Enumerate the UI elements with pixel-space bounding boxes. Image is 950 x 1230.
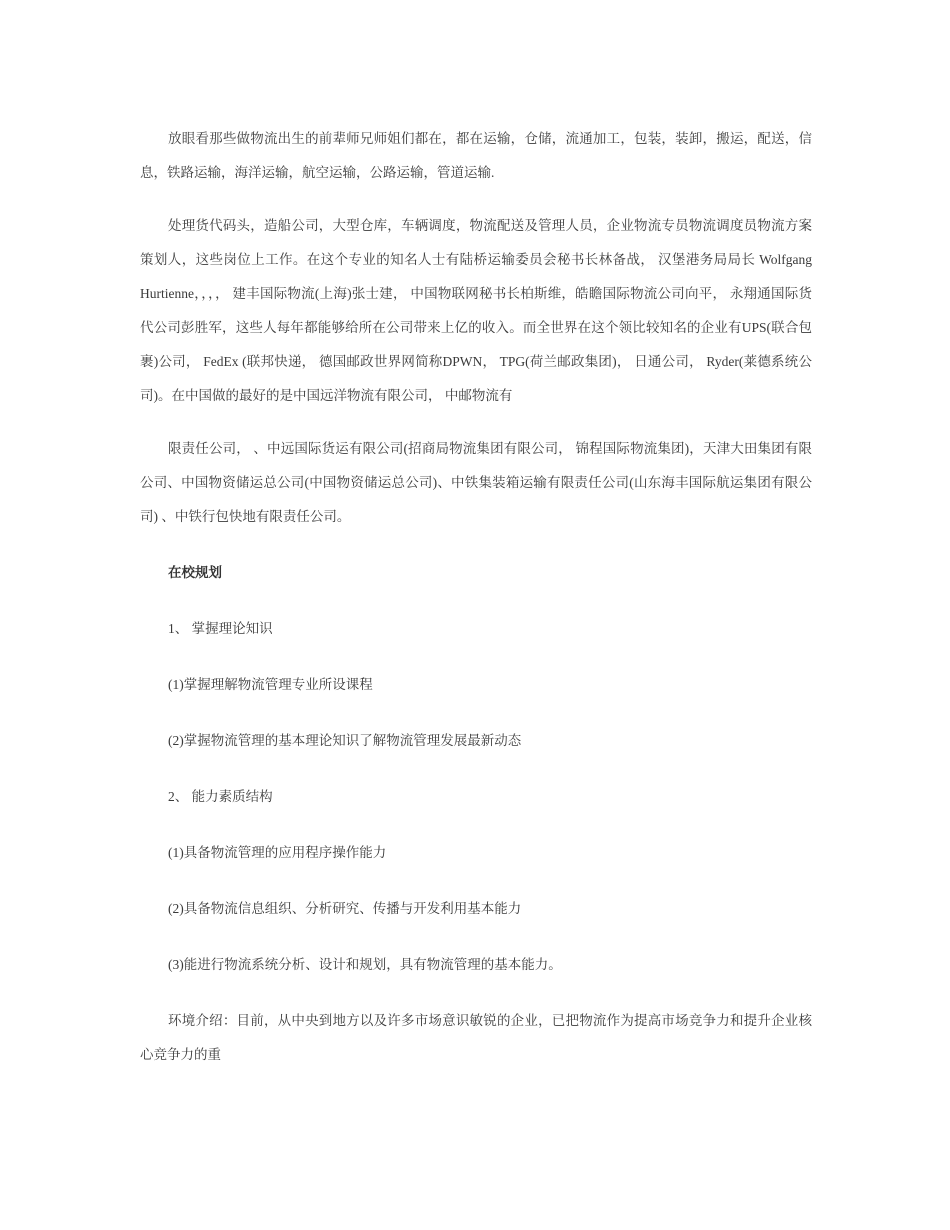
plan-item: (1)具备物流管理的应用程序操作能力 [168, 845, 387, 860]
plan-item: 1、 掌握理论知识 [168, 621, 273, 636]
paragraph-intro: 放眼看那些做物流出生的前辈师兄师姐们都在，都在运输，仓储，流通加工，包装，装卸，搬运，配送，信息，铁路运输，海洋运输，航空运输，公路运输，管道运输. [140, 131, 812, 180]
plan-item: (1)掌握理解物流管理专业所设课程 [168, 677, 373, 692]
plan-item: (3)能进行物流系统分析、设计和规划，具有物流管理的基本能力。 [168, 957, 562, 972]
section-heading: 在校规划 [168, 565, 222, 580]
plan-item: (2)掌握物流管理的基本理论知识了解物流管理发展最新动态 [168, 733, 522, 748]
paragraph-careers: 处理货代码头，造船公司，大型仓库，车辆调度，物流配送及管理人员，企业物流专员物流调度员物流方案策划人，这些岗位上工作。在这个专业的知名人士有陆桥运输委员会秘书长林备战， 汉堡港务局局长 Wolfgang Hurtienne，，，， 建丰国际物流(上海)张士建， 中国物联网秘书长柏斯维，皓瞻国际物流公司向平， 永翔通国际货代公司彭胜军，这些人每年都能够给所在公司带来上亿的收入。而全世界在这个领比较知名的企业有UPS(联合包裹)公司， FedEx (联邦快递， 德国邮政世界网简称DPWN， TPG(荷兰邮政集团)， 日通公司， Ryder(莱德系统公司)。在中国做的最好的是中国远洋物流有限公司， 中邮物流有 [140, 218, 812, 403]
document-body [140, 122, 812, 1072]
plan-item: (2)具备物流信息组织、分析研究、传播与开发利用基本能力 [168, 901, 522, 916]
paragraph-environment: 环境介绍：目前，从中央到地方以及许多市场意识敏锐的企业，已把物流作为提高市场竞争力和提升企业核心竞争力的重 [140, 1013, 812, 1062]
paragraph-companies: 限责任公司， 、中远国际货运有限公司(招商局物流集团有限公司， 锦程国际物流集团)，天津大田集团有限公司、中国物资储运总公司(中国物资储运总公司)、中铁集装箱运输有限责任公司(山东海丰国际航运集团有限公司) 、中铁行包快地有限责任公司。 [140, 441, 812, 524]
plan-item: 2、 能力素质结构 [168, 789, 273, 804]
